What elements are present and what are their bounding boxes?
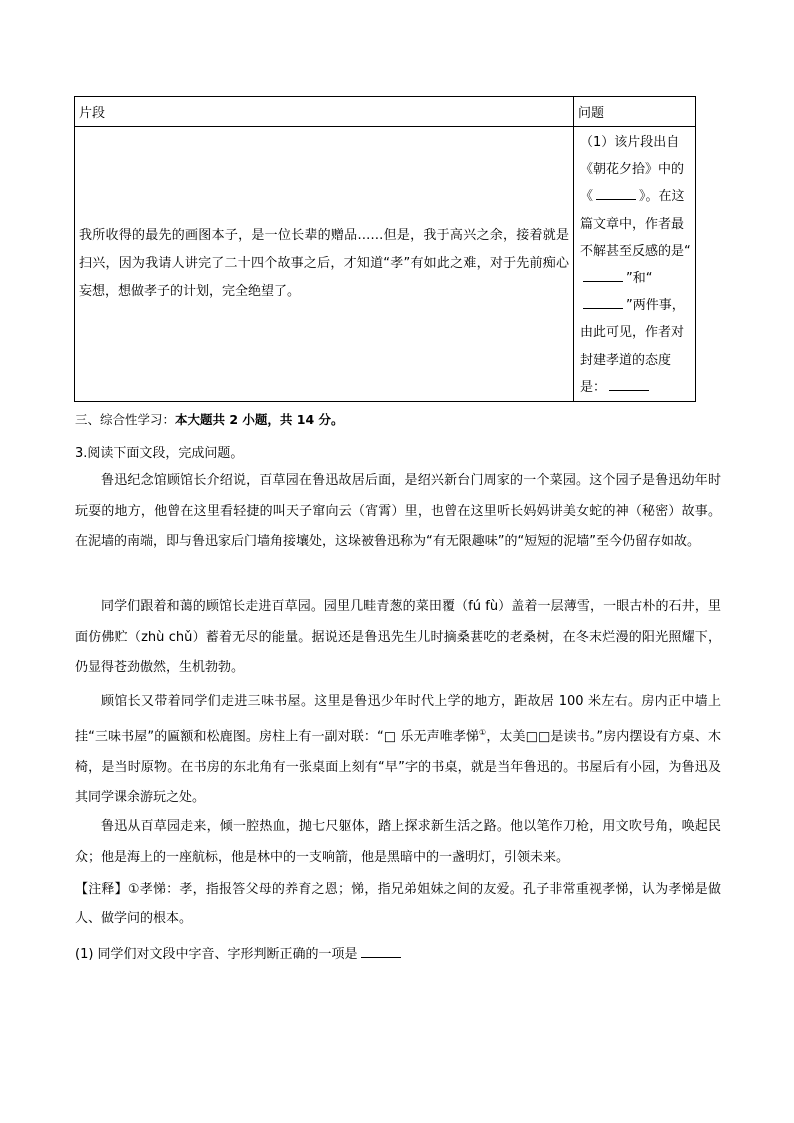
sub-question-1 [75,943,404,962]
annotation-note: 【注释】①孝悌：孝，指报答父母的养育之恩；悌，指兄弟姐妹之间的友爱。孔子非常重视孝悌，认为孝悌是做人、做学问的根本。 [75,882,721,926]
paragraph-3 [75,687,721,814]
question-part3: ”和“ [626,271,653,287]
paragraph-1: 鲁迅纪念馆顾馆长介绍说，百草园在鲁迅故居后面，是绍兴新台门周家的一个菜园。这个园子是鲁迅幼年时玩耍的地方，他曾在这里看轻捷的叫天子窜向云（宵霄）里，也曾在这里听长妈妈讲美女蛇的神（秘密）故事。在泥墙的南端，即与鲁迅家后门墙角接壤处，这垛被鲁迅称为“有无限趣味”的“短短的泥墙”至今仍留存如故。 [75,473,721,550]
fragment-cell [75,127,574,402]
table-row [75,127,696,402]
question-cell [574,127,696,402]
answer-blank-q1[interactable] [361,943,401,958]
answer-blank-title[interactable] [596,185,636,200]
header-question: 问题 [574,97,696,127]
paragraph-4: 鲁迅从百草园走来，倾一腔热血，抛七尺躯体，踏上探求新生活之路。他以笔作刀枪，用文吹号角，唤起民众；他是海上的一座航标，他是林中的一支响箭，他是黑暗中的一盏明灯，引领未来。 [75,819,721,865]
fragment-question-table [74,96,696,402]
section-prefix: 三、综合性学习： [75,412,176,427]
question-part4: ”两件事，由此可见，作者对封建孝道的态度是： [580,298,685,395]
footnote-marker: ① [479,727,487,737]
section-score: 本大题共 2 小题，共 14 分。 [175,412,344,427]
paragraph-3-text-a: 顾馆长又带着同学们走进三味书屋。这里是鲁迅少年时代上学的地方，距故居 100 米左右。房内正中墙上挂“三味书屋”的匾额和松鹿图。房柱上有一副对联：“□ 乐无声唯孝悌 [75,694,721,744]
question-text [578,127,691,401]
table-header-row [75,97,696,127]
question-part2: 》。在这篇文章中，作者最不解甚至反感的是“ [580,189,691,259]
question-part1: （1）该片段出自《朝花夕拾》中的《 [580,135,685,205]
paragraph-2-text: 同学们跟着和蔼的顾馆长走进百草园。园里几畦青葱的菜田覆（fú fù）盖着一层薄雪，一眼古朴的石井，里面仿佛贮（zhù chǔ）蓄着无尽的能量。据说还是鲁迅先生儿时摘桑葚吃的老桑树，在冬末烂漫的阳光照耀下，仍显得苍劲傲然，生机勃勃。 [75,599,721,676]
sub-question-1-text: (1) 同学们对文段中字音、字形判断正确的一项是 [75,947,358,962]
question3-intro: 3.阅读下面文段，完成问题。 [75,446,244,461]
header-fragment: 片段 [75,97,574,127]
section-three-heading [75,410,344,428]
fragment-text: 我所收得的最先的画图本子，是一位长辈的赠品……但是，我于高兴之余，接着就是扫兴，因为我请人讲完了二十四个故事之后，才知道“孝”有如此之难，对于先前痴心妄想，想做孝子的计划，完全绝望了。 [79,228,569,300]
answer-blank-attitude[interactable] [609,376,649,391]
paragraph-3-text-b: ，太美□□是读书。”房内摆设有方桌、木椅，是当时原物。在书房的东北角有一张桌面上刻有“早”字的书桌，就是当年鲁迅的。书屋后有小园，为鲁迅及其同学课余游玩之处。 [75,728,721,806]
paragraph-2 [75,592,721,684]
answer-blank-event1[interactable] [583,267,623,282]
answer-blank-event2[interactable] [583,294,623,309]
